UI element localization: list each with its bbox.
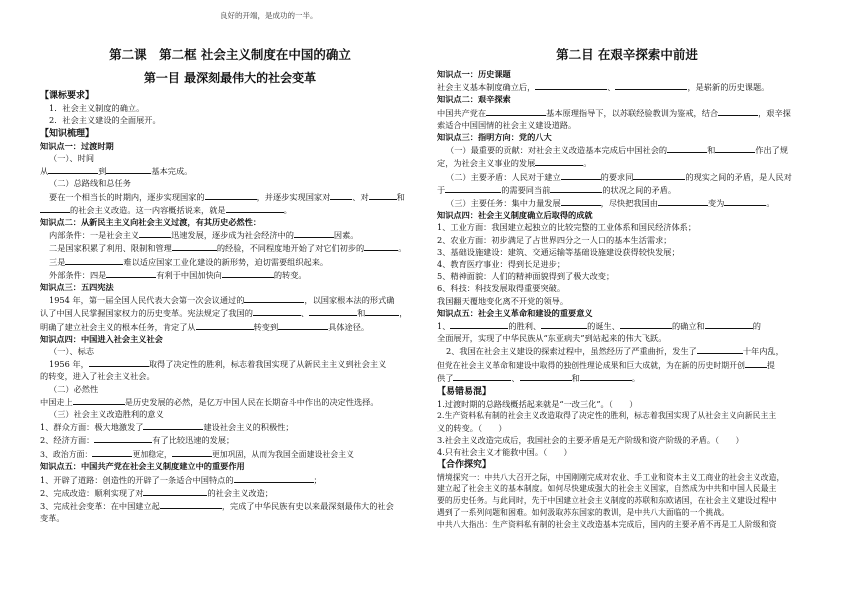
kp4-a2: 的转变，进入了社会主义社会。	[40, 371, 155, 382]
heading-errors: 【易错易混】	[437, 386, 492, 397]
kp5-3: 3、完成社会变革：在中国建立起 ，完成了中华民族有史以来最深刻最伟大的社会	[40, 501, 394, 512]
kp5-2: 2、完成改造：顺利实现了对 的社会主义改造；	[40, 487, 273, 498]
r-kp2-2: 索适合中国国情的社会主义建设道路。	[437, 119, 577, 130]
lesson-title: 第二课 第二框 社会主义制度在中国的确立	[109, 47, 351, 62]
kp1-title: 知识点一：过渡时期	[40, 140, 114, 151]
right-column	[437, 46, 817, 531]
kp3-1: 1954 年，第一届全国人民代表大会第一次会议通过的 ，以国家根本法的形式确	[49, 295, 395, 306]
r-kp4-4: 4、教育医疗事业：得到长足进步；	[437, 259, 566, 270]
kp4-c1: 1、群众方面：极大地激发了 建设社会主义的积极性；	[40, 422, 294, 433]
heading-goal: 【课标要求】	[40, 91, 95, 101]
kp1-b2: 的社会主义改造。这一内容概括说来，就是 。	[40, 203, 420, 216]
kp5-1: 1、开辟了道路：创造性的开辟了一条适合中国特点的 ；	[40, 474, 322, 485]
r-kp1-1: 社会主义基本制度确立后， 、 ，是崭新的历史课题。	[437, 82, 770, 93]
kp4-title: 知识点四：中国进入社会主义社会	[40, 333, 163, 344]
r-kp4-3: 3、基础设施建设：建筑、交通运输等基础设施建设获得较快发展；	[437, 246, 680, 257]
kp1-a: （一）、时间	[49, 153, 95, 164]
r-kp5-title: 知识点五：社会主义革命和建设的重要意义	[437, 307, 593, 318]
r-kp5-2: 全面展开，实现了中华民族从“东亚病夫”到站起来的伟大飞跃。	[437, 333, 667, 344]
r-kp3-title: 知识点三：指明方向：党的八大	[437, 132, 552, 143]
r-kp5-1: 1、 的胜利、 的诞生、 的确立和 的	[437, 321, 761, 332]
r-kp3-3: （二）主要矛盾：人民对于建立 的要求同 的现实之间的矛盾，是人民对	[446, 171, 792, 182]
r-kp3-2: 定，为社会主义事业的发展 。	[437, 158, 592, 169]
kp3-2: 认了中国人民掌握国家权力的历史变革。宪法规定了我国的 、 和 ，	[40, 308, 408, 319]
motto: 良好的开端，是成功的一半。	[220, 11, 318, 20]
goal-2: 2．社会主义建设的全面展开。	[49, 115, 161, 126]
coop-5: 中共八大指出：生产资料私有制的社会主义改造基本完成后，国内的主要矛盾不再是工人阶级和资	[437, 519, 777, 529]
kp4-b1: 中国走上 是历史发展的必然，是亿万中国人民在长期奋斗中作出的决定性选择。	[40, 396, 379, 407]
r-kp1-title: 知识点一：历史课题	[437, 69, 511, 79]
err-1: 1.过渡时期的总路线概括起来就是“一改三化”。（ ）	[437, 398, 638, 409]
coop-4: 遇到了一系列问题和困难。如何汲取苏东国家的教训，是中共八大面临的一个挑战。	[437, 508, 730, 518]
section-title-2: 第二目 在艰辛探索中前进	[556, 47, 698, 62]
err-2: 2.生产资料私有制的社会主义改造取得了决定性的胜利，标志着我国实现了从社会主义向新民主主	[437, 411, 777, 421]
r-kp3-1: （一）最重要的贡献：对社会主义改造基本完成后中国社会的 和 作出了规	[446, 145, 789, 156]
kp4-a: （一）、标志	[49, 346, 95, 357]
kp1-a1: 从 到 基本完成。	[40, 166, 193, 177]
kp4-b: （二）必然性	[49, 383, 99, 394]
r-kp4-2: 2、农业方面：初步满足了占世界四分之一人口的基本生活需求；	[437, 234, 672, 245]
left-column	[40, 46, 420, 525]
coop-3: 要的历史任务。与此同时，先于中国建立社会主义制度的苏联和东欧诸国，在社会主义建设过程中	[437, 496, 777, 506]
kp5-title: 知识点五：中国共产党在社会主义制度建立中的重要作用	[40, 461, 245, 472]
kp3-3: 明确了建立社会主义的根本任务，肯定了从 转变到 具体途径。	[40, 321, 370, 332]
r-kp3-5: （三）主要任务：集中力量发展 ，尽快把我国由 变为 。	[446, 198, 775, 209]
section-title-1: 第一目 最深刻最伟大的社会变革	[143, 71, 317, 85]
kp2-4: 外部条件：四是 有利于中国加快向 的转变。	[49, 269, 307, 280]
kp1-b1: 要在一个相当长的时期内，逐步实现国家的 ，并逐步实现国家对 、对 和	[49, 191, 405, 202]
kp2-3: 三是 难以适应国家工业化建设的新形势，迫切需要组织起来。	[49, 256, 329, 267]
r-kp4-5: 5、精神面貌：人们的精神面貌得到了极大改变；	[437, 271, 615, 282]
kp3-title: 知识点三：五四宪法	[40, 282, 114, 293]
r-kp5-4: 但党在社会主义革命和建设中取得的独创性理论成果和巨大成就，为在新的历史时期开创 提	[437, 358, 817, 372]
kp2-1: 内部条件：一是社会主义 迅速发展，逐步成为社会经济中的 因素。	[49, 230, 359, 241]
coop-1: 情境探究一：中共八大召开之际，中国刚刚完成对农业、手工业和资本主义工商业的社会主义改造，	[437, 472, 785, 482]
heading-coop: 【合作探究】	[437, 460, 492, 471]
kp4-c3: 3、政治方面： 更加稳定， 更加巩固，从而为我国全面建设社会主义	[40, 447, 420, 461]
err-2b: 义的转变。（ ）	[437, 422, 507, 433]
r-kp2-1: 中国共产党在 基本原理指导下，以苏联经验教训为鉴戒，结合 ，艰辛探	[437, 107, 791, 118]
r-kp5-3: 2、我国在社会主义建设的探索过程中，虽然经历了严重曲折，发生了 十年内乱，	[446, 346, 784, 357]
kp2-2: 二是国家积累了利用、限制和管理 的经验，不同程度地开始了对它们初步的 。	[49, 243, 407, 254]
kp4-a1: 1956 年， 取得了决定性的胜利，标志着我国实现了从新民主主义到社会主义	[49, 359, 387, 370]
kp2-title: 知识点二：从新民主主义向社会主义过渡，有其历史必然性：	[40, 217, 262, 228]
kp4-c2: 2、经济方面： 有了比较迅速的发展；	[40, 435, 235, 446]
goal-1: 1．社会主义制度的确立。	[49, 103, 145, 114]
err-3: 3.社会主义改造完成后，我国社会的主要矛盾是无产阶级和资产阶级的矛盾。（ ）	[437, 435, 744, 446]
r-kp2-title: 知识点二：艰辛探索	[437, 94, 511, 105]
r-kp4-7: 我国翻天覆地变化离不开党的领导。	[437, 295, 569, 306]
r-kp4-title: 知识点四：社会主义制度确立后取得的成就	[437, 210, 593, 221]
kp4-c: （三）社会主义改造胜利的意义	[49, 409, 164, 420]
r-kp3-4: 于 的需要同当前 的状况之间的矛盾。	[437, 184, 677, 195]
r-kp4-1: 1、工业方面：我国建立起独立的比较完整的工业体系和国民经济体系；	[437, 222, 697, 233]
r-kp4-6: 6、科技：科技发展取得重要突破。	[437, 283, 566, 294]
coop-2: 建立起了社会主义的基本制度。如何尽快建成强大的社会主义国家，自然成为中共和中国人民最主	[437, 484, 777, 494]
kp1-b: （二）总路线和总任务	[49, 178, 131, 189]
err-4: 4.只有社会主义才能救中国。（ ）	[437, 447, 572, 458]
heading-knowledge: 【知识梳理】	[40, 128, 95, 139]
r-kp5-5: 供了 、 和 。	[437, 373, 640, 384]
kp5-4: 变革。	[40, 513, 65, 524]
